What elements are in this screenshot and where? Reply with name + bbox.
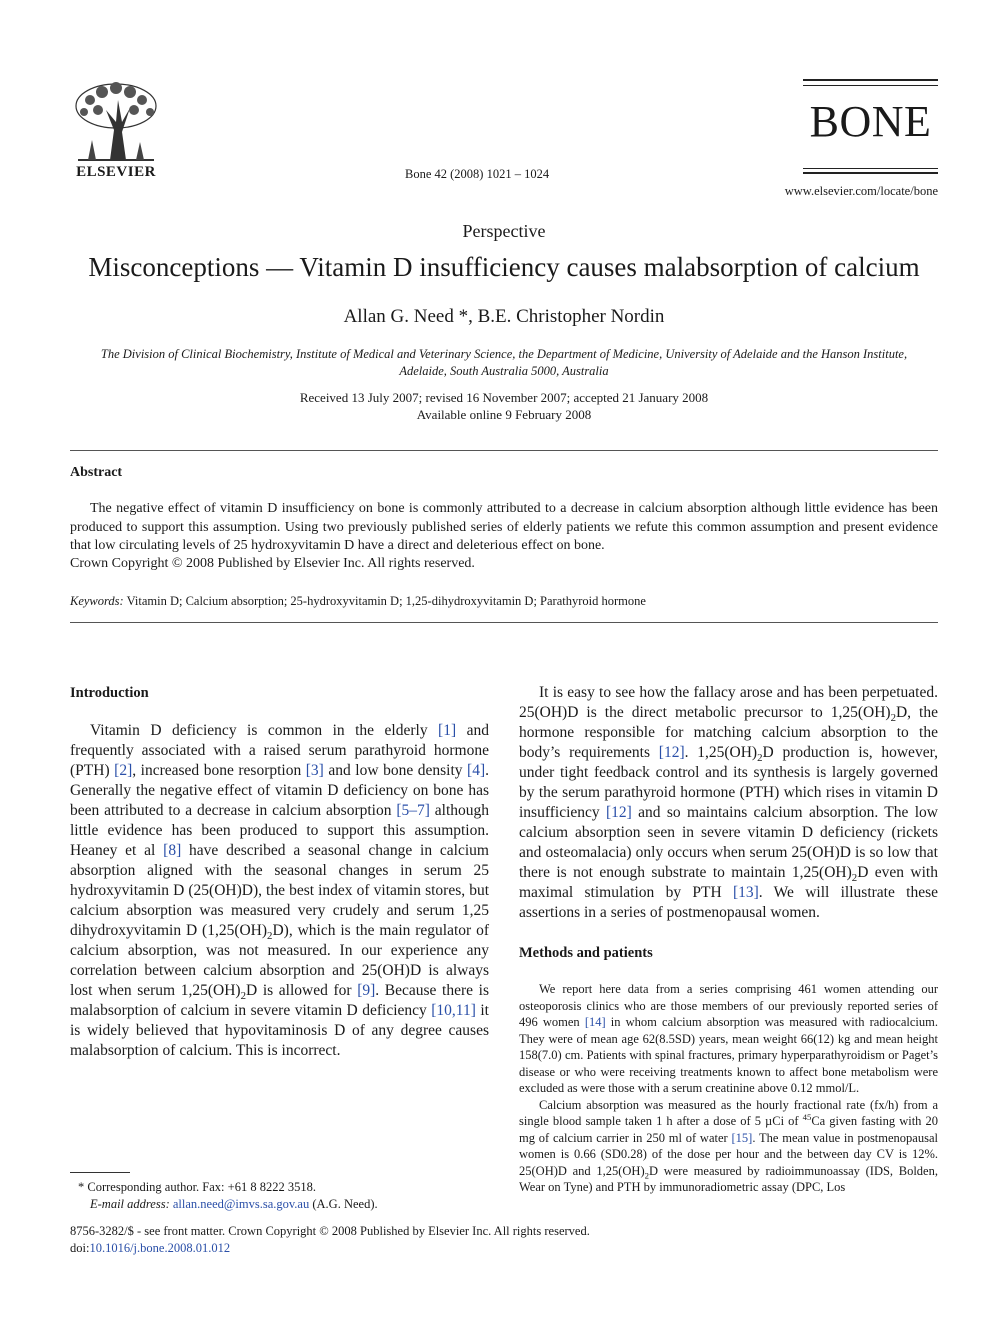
- citation-link[interactable]: [14]: [584, 1015, 606, 1029]
- citation-link[interactable]: [2]: [114, 762, 133, 779]
- divider: [70, 450, 938, 451]
- citation-link[interactable]: [12]: [605, 804, 632, 821]
- available-online-date: Available online 9 February 2008: [416, 407, 592, 422]
- doi-line: doi:10.1016/j.bone.2008.01.012: [70, 1241, 231, 1255]
- journal-url-link[interactable]: www.elsevier.com/locate/bone: [784, 184, 938, 198]
- divider: [803, 168, 938, 169]
- divider: [803, 79, 938, 81]
- methods-paragraph: We report here data from a series comprising 461 women attending our osteoporosis clinics who are those members of our previously reported series of 496 women [14] in whom calcium absorption was measured with radiocalcium. They were of mean age 62(8.5SD) years, mean weight 66(12) kg and mean height 158(7.0) cm. Patients with spinal fractures, primary hyperparathyroidism or Paget’s disease or who were receiving treatments known to affect bone metabolism were excluded as were those with a serum creatinine above 0.12 mmol/L.: [519, 982, 938, 1095]
- footnote: [70, 1179, 489, 1213]
- email-label: E-mail address:: [90, 1197, 170, 1211]
- email-note: E-mail address: allan.need@imvs.sa.gov.au (A.G. Need).: [90, 1197, 378, 1211]
- affiliation: [70, 346, 938, 380]
- article-type: Perspective: [462, 221, 546, 241]
- email-link[interactable]: allan.need@imvs.sa.gov.au: [172, 1197, 310, 1211]
- journal-citation: Bone 42 (2008) 1021 – 1024: [405, 167, 550, 181]
- methods-paragraph: Calcium absorption was measured as the hourly fractional rate (fx/h) from a single blood sample taken 1 h after a dose of 5 µCi of $^{45}$Ca given fasting with 20 mg of calcium carrier in 250 ml of water [15]. The mean value in postmenopausal women is 0.66 (SD0.28) of the dose per hour and the between day CV is 12%. 25(OH)D and $1,25(OH)_2D$ were measured by radioimmunoassay (IDS, Bolden, Wear on Tyne) and PTH by immunoradiometric assay (DPC, Los: [519, 1097, 939, 1194]
- citation-link[interactable]: [4]: [467, 762, 486, 779]
- doi-link[interactable]: 10.1016/j.bone.2008.01.012: [89, 1241, 231, 1255]
- corresponding-author-note: * Corresponding author. Fax: +61 8 8222 3518.: [78, 1180, 316, 1194]
- citation-link[interactable]: [10,11]: [431, 1002, 476, 1019]
- abstract-copyright: Crown Copyright © 2008 Published by Elsevier Inc. All rights reserved.: [70, 556, 475, 571]
- divider: [70, 622, 938, 623]
- publisher-name: ELSEVIER: [76, 164, 156, 180]
- citation-link[interactable]: [1]: [438, 722, 457, 739]
- abstract-text: The negative effect of vitamin D insufficiency on bone is commonly attributed to a decrease in calcium absorption although little evidence has been produced to support this assumption. Using two previously published series of elderly patients we refute this common assumption and present evidence that low circulating levels of 25 hydroxyvitamin D have a direct and deleterious effect on bone.: [70, 501, 938, 553]
- citation-link[interactable]: [12]: [658, 744, 685, 761]
- keywords-list: Vitamin D; Calcium absorption; 25-hydroxyvitamin D; 1,25-dihydroxyvitamin D; Parathyroid hormone: [126, 594, 646, 608]
- divider: [803, 172, 938, 174]
- footnote-divider: [70, 1172, 130, 1173]
- abstract-heading: Abstract: [70, 465, 123, 480]
- article-title: Misconceptions — Vitamin D insufficiency causes malabsorption of calcium: [88, 252, 920, 282]
- right-column: [519, 683, 938, 1196]
- introduction-paragraph: Vitamin D deficiency is common in the elderly [1] and frequently associated with a raised serum parathyroid hormone (PTH) [2], increased bone resorption [3] and low bone density [4]. Generally the negative effect of vitamin D deficiency on bone has been attributed to a decrease in calcium absorption [5–7] although little evidence has been produced to support this assumption. Heaney et al [8] have described a seasonal change in calcium absorption aligned with the seasonal changes in serum 25 hydroxyvitamin D (25(OH)D), the best index of vitamin stores, but calcium absorption was measured very crudely and serum 1,25 dihydroxyvitamin D $(1,25(OH)_2D)$, which is the main regulator of calcium absorption, was not measured. In our experience any correlation between calcium absorption and 25(OH)D is always lost when serum $1,25(OH)_2D$ is allowed for [9]. Because there is malabsorption of calcium in severe vitamin D deficiency [10,11] it is widely believed that hypovitaminosis D of any degree causes malabsorption of calcium. This is incorrect.: [70, 722, 490, 1059]
- citation-link[interactable]: [15]: [731, 1130, 753, 1145]
- paragraph: It is easy to see how the fallacy arose and has been perpetuated. 25(OH)D is the direct metabolic precursor to $1,25(OH)_2D$, the hormone responsible for matching calcium absorption to the body’s requirements [12]. $1,25(OH)_2D$ production is, however, under tight feedback control and its synthesis is largely governed by the serum parathyroid hormone (PTH) which rises in vitamin D insufficiency [12] and so maintains calcium absorption. The low calcium absorption seen in severe vitamin D deficiency (rickets and osteomalacia) only occurs when serum 25(OH)D is so low that there is not enough substrate to maintain $1,25(OH)_2D$ even with maximal stimulation by PTH [13]. We will illustrate these assertions in a series of postmenopausal women.: [519, 684, 938, 921]
- citation-link[interactable]: [8]: [163, 842, 182, 859]
- received-dates: Received 13 July 2007; revised 16 November 2007; accepted 21 January 2008: [299, 390, 709, 405]
- citation-link[interactable]: [5–7]: [396, 802, 430, 819]
- affiliation-line: The Division of Clinical Biochemistry, Institute of Medical and Veterinary Science, the Department of Medicine, University of Adelaide and the Hanson Institute,: [100, 347, 908, 361]
- section-heading-methods: Methods and patients: [519, 945, 653, 961]
- article-dates: [70, 389, 938, 423]
- affiliation-line: Adelaide, South Australia 5000, Australia: [399, 364, 609, 378]
- citation-link[interactable]: [3]: [305, 762, 324, 779]
- section-heading-introduction: Introduction: [70, 685, 149, 701]
- issn-line: 8756-3282/$ - see front matter. Crown Copyright © 2008 Published by Elsevier Inc. All rights reserved.: [70, 1224, 590, 1238]
- left-column: [70, 683, 489, 1061]
- keywords-label: Keywords:: [70, 594, 124, 608]
- journal-name: BONE: [809, 97, 932, 146]
- authors: Allan G. Need *, B.E. Christopher Nordin: [343, 306, 665, 327]
- citation-link[interactable]: [9]: [357, 982, 376, 999]
- citation-link[interactable]: [13]: [732, 884, 759, 901]
- keywords: [70, 594, 938, 609]
- divider: [803, 85, 938, 86]
